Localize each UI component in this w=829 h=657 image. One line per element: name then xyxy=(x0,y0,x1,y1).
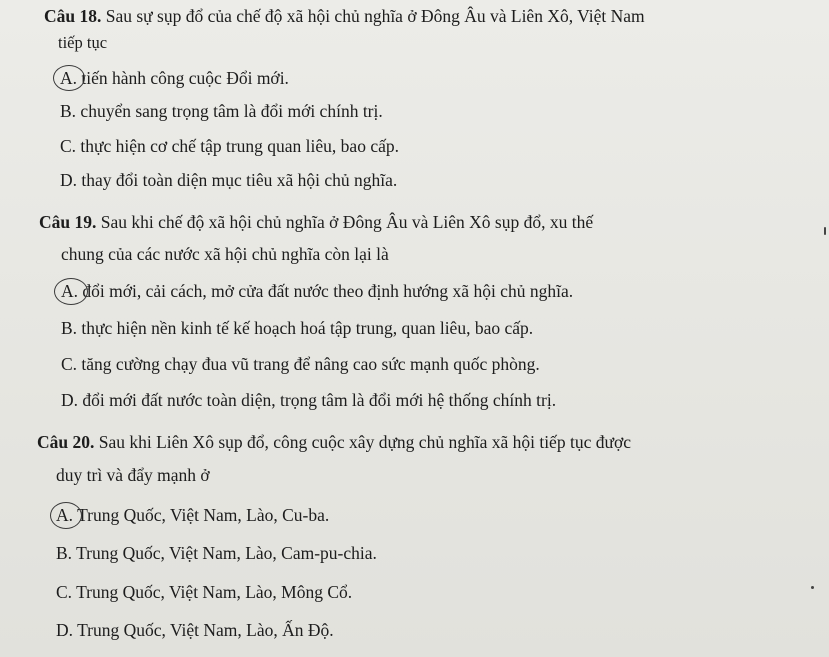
question-20-stem-line-1 xyxy=(37,432,631,452)
question-19-option-a: A. đổi mới, cải cách, mở cửa đất nước theo định hướng xã hội chủ nghĩa. xyxy=(61,281,574,301)
question-18-option-c: C. thực hiện cơ chế tập trung quan liêu, bao cấp. xyxy=(60,136,399,156)
question-19-option-c: C. tăng cường chạy đua vũ trang để nâng cao sức mạnh quốc phòng. xyxy=(61,354,540,374)
question-20-option-c: C. Trung Quốc, Việt Nam, Lào, Mông Cổ. xyxy=(56,582,353,602)
page-speck xyxy=(811,586,814,589)
question-18-option-a: A. tiến hành công cuộc Đổi mới. xyxy=(60,68,289,88)
question-18-label: Câu 18. xyxy=(44,6,102,26)
question-20-option-d: D. Trung Quốc, Việt Nam, Lào, Ấn Độ. xyxy=(56,620,334,640)
question-20-option-a: A. Trung Quốc, Việt Nam, Lào, Cu-ba. xyxy=(56,505,330,525)
question-20-stem-line-2: duy trì và đẩy mạnh ở xyxy=(56,465,210,485)
question-19-option-d: D. đổi mới đất nước toàn diện, trọng tâm là đổi mới hệ thống chính trị. xyxy=(61,390,557,410)
question-19-stem-line-1 xyxy=(39,212,593,232)
question-20-option-b: B. Trung Quốc, Việt Nam, Lào, Cam-pu-chia. xyxy=(56,543,377,563)
question-19-label: Câu 19. xyxy=(39,212,97,232)
question-18-option-b: B. chuyển sang trọng tâm là đổi mới chính trị. xyxy=(60,101,383,121)
question-19-stem-line-2: chung của các nước xã hội chủ nghĩa còn lại là xyxy=(61,244,389,264)
question-20-label: Câu 20. xyxy=(37,432,95,452)
question-20-stem-text-1: Sau khi Liên Xô sụp đổ, công cuộc xây dựng chủ nghĩa xã hội tiếp tục được xyxy=(98,432,631,452)
question-19-option-b: B. thực hiện nền kinh tế kế hoạch hoá tập trung, quan liêu, bao cấp. xyxy=(61,318,534,338)
page-speck xyxy=(824,227,826,235)
question-18-stem-text-1: Sau sự sụp đổ của chế độ xã hội chủ nghĩa ở Đông Âu và Liên Xô, Việt Nam xyxy=(105,6,645,26)
question-18-stem-line-1 xyxy=(44,6,645,26)
question-18-stem-line-2: tiếp tục xyxy=(58,33,108,52)
question-18-option-d: D. thay đổi toàn diện mục tiêu xã hội chủ nghĩa. xyxy=(60,170,398,190)
question-19-stem-text-1: Sau khi chế độ xã hội chủ nghĩa ở Đông Âu và Liên Xô sụp đổ, xu thế xyxy=(100,212,594,232)
